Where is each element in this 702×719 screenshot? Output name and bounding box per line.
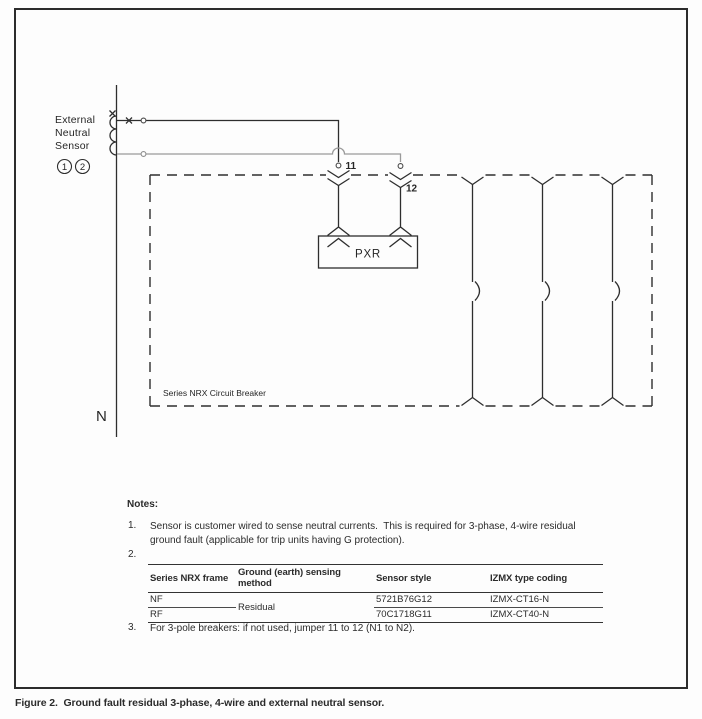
sensor-terminal-callout-1 bbox=[58, 160, 72, 174]
col-header-frame: Series NRX frame bbox=[148, 565, 236, 593]
note-2-number: 2. bbox=[128, 549, 137, 560]
sensor-wire-1 bbox=[117, 121, 339, 163]
pole-3-top-drawout-icon bbox=[602, 177, 624, 185]
cell-izmx-1: IZMX-CT16-N bbox=[488, 593, 603, 608]
col-header-sensing-method: Ground (earth) sensing method bbox=[236, 565, 374, 593]
pxr-entry-contact-right-icon bbox=[390, 227, 412, 247]
pole-1-top-drawout-icon bbox=[462, 177, 484, 185]
pole-3-contact-arc-icon bbox=[615, 282, 620, 301]
pole-2-bottom-drawout-icon bbox=[532, 398, 554, 406]
sensor-wire-2 bbox=[117, 148, 401, 162]
figure-caption: Figure 2. Ground fault residual 3-phase, 4-wire and external neutral sensor. bbox=[15, 697, 385, 709]
breaker-pole-3 bbox=[602, 177, 624, 406]
cell-frame-nf: NF bbox=[148, 593, 236, 608]
table-row bbox=[148, 608, 603, 623]
cell-sensor-style-1: 5721B76G12 bbox=[374, 593, 488, 608]
neutral-label: N bbox=[96, 408, 107, 425]
pole-2-contact-arc-icon bbox=[545, 282, 550, 301]
terminal-12-dot bbox=[398, 164, 403, 169]
pxr-entry-contact-left-icon bbox=[328, 227, 350, 247]
cell-sensor-style-2: 70C1718G11 bbox=[376, 609, 432, 620]
breaker-pole-1 bbox=[462, 177, 484, 406]
notes-heading: Notes: bbox=[127, 499, 159, 510]
sensor-label-line2: Neutral bbox=[55, 127, 91, 139]
sensor-wire-1-terminal-dot bbox=[141, 118, 146, 123]
note-3-number: 3. bbox=[128, 622, 137, 633]
pole-1-contact-arc-icon bbox=[475, 282, 480, 301]
pole-3-bottom-drawout-icon bbox=[602, 398, 624, 406]
sensor-label-line3: Sensor bbox=[55, 140, 90, 152]
svg-text:2: 2 bbox=[79, 162, 86, 173]
svg-text:1: 1 bbox=[61, 162, 68, 173]
polarity-x-mark-coil bbox=[110, 111, 116, 117]
note-3-text: For 3-pole breakers: if not used, jumper 11 to 12 (N1 to N2). bbox=[150, 623, 415, 634]
sensor-wire-2-terminal-dot bbox=[141, 152, 146, 157]
pole-1-bottom-drawout-icon bbox=[462, 398, 484, 406]
terminal-11-dot bbox=[336, 163, 341, 168]
sensor-terminal-callout-2 bbox=[76, 160, 90, 174]
note-1-text: Sensor is customer wired to sense neutral currents. This is required for 3-phase, 4-wire residual ground fault (applicable for trip units having G protection). bbox=[150, 521, 576, 546]
terminal-12-label: 12 bbox=[406, 183, 418, 195]
terminal-11-drawout-contact-icon bbox=[328, 171, 350, 186]
pole-2-top-drawout-icon bbox=[532, 177, 554, 185]
breaker-boundary-label: Series NRX Circuit Breaker bbox=[163, 388, 266, 398]
pxr-label: PXR bbox=[354, 248, 382, 261]
sensor-spec-table bbox=[148, 564, 603, 623]
breaker-pole-2 bbox=[532, 177, 554, 406]
col-header-sensor-style: Sensor style bbox=[374, 565, 488, 593]
cell-frame-rf: RF bbox=[150, 609, 163, 620]
sensor-label-line1: External bbox=[55, 114, 96, 126]
note-1-number: 1. bbox=[128, 520, 137, 531]
table-header-row bbox=[148, 565, 603, 593]
table-row bbox=[148, 593, 603, 608]
col-header-izmx: IZMX type coding bbox=[488, 565, 603, 593]
terminal-11-label: 11 bbox=[345, 161, 357, 172]
neutral-sensor-coil-icon bbox=[110, 116, 116, 155]
cell-izmx-2: IZMX-CT40-N bbox=[490, 609, 550, 620]
cell-sensing-method: Residual bbox=[238, 601, 275, 613]
